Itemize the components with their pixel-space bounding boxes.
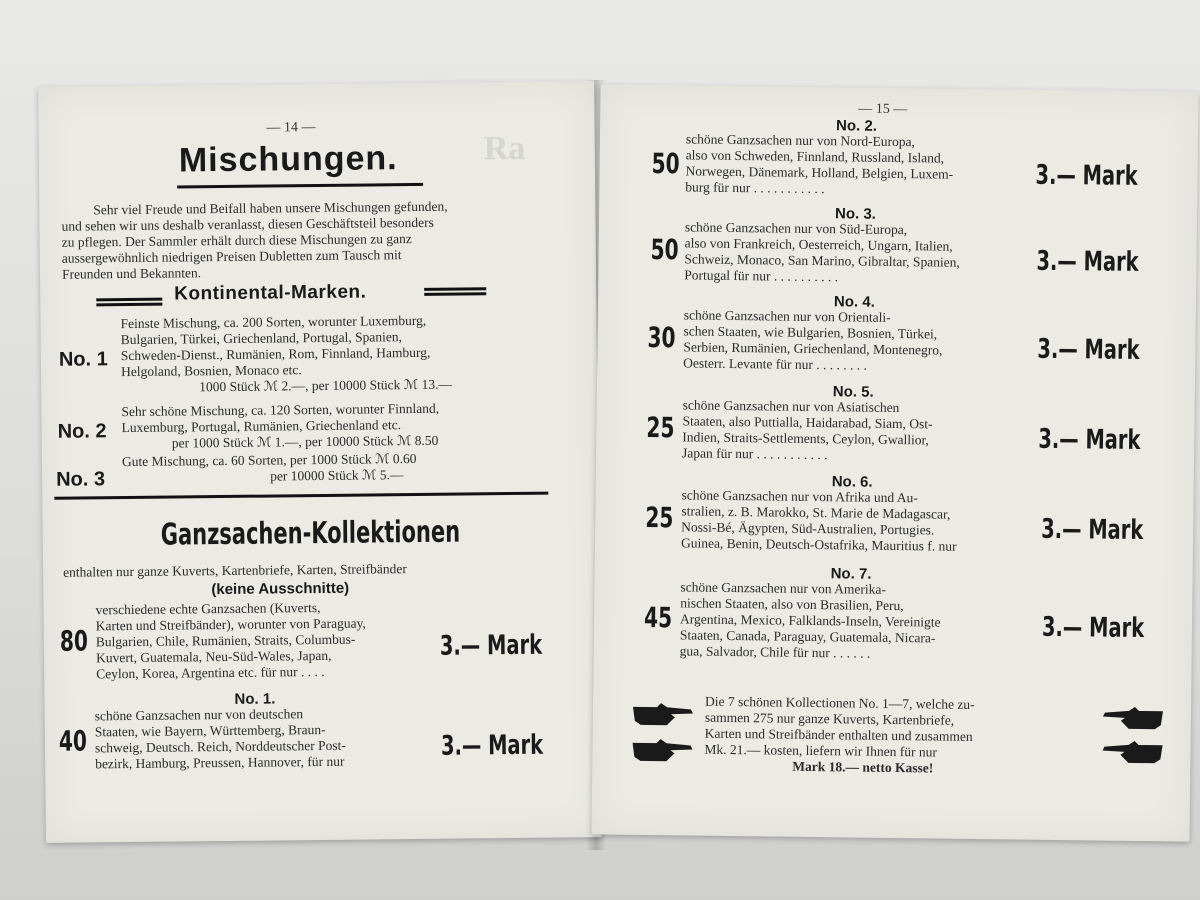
mix-line: Gute Mischung, ca. 60 Sorten, per 1000 Stück ℳ 0.60: [121, 450, 417, 470]
section-divider: [54, 492, 548, 500]
collection-line: Bulgarien, Chile, Rumänien, Straits, Columbus-: [95, 631, 356, 650]
collection-description: [684, 219, 1035, 287]
collection-no4: [598, 290, 1196, 373]
collection-price: 3.— Mark: [1036, 245, 1139, 278]
collection-line: Argentina, Mexico, Falklands-Inseln, Vereinigte: [679, 611, 941, 630]
mix-line: Bulgarien, Türkei, Griechenland, Portugal, Spanien,: [120, 329, 403, 348]
collection-description: [681, 487, 1038, 555]
collection-count: 25: [645, 500, 674, 535]
pointing-hand-icon: [1101, 705, 1165, 734]
ganzsachen-intro: enthalten nur ganze Kuverts, Kartenbriefe, Karten, Streifbänder: [63, 561, 407, 580]
right-page: [591, 84, 1198, 841]
collection-line: Indien, Straits-Settlements, Ceylon, Gwallior,: [682, 429, 929, 448]
collection-price: 3.— Mark: [440, 729, 544, 762]
mix-line: Schweden-Dienst., Rumänien, Rom, Finnland, Hamburg,: [120, 344, 431, 364]
mix-line: Helgoland, Bosnien, Monaco etc.: [120, 362, 302, 380]
pointing-hand-icon: [630, 737, 694, 766]
closing-line: Mark 18.— netto Kasse!: [792, 758, 934, 776]
collection-line: schöne Ganzsachen nur von Amerika-: [680, 579, 886, 597]
page-number: — 15 —: [858, 101, 908, 118]
mix-line: Luxemburg, Portugal, Rumänien, Griechenland etc.: [121, 417, 402, 436]
page-number: — 14 —: [266, 120, 316, 136]
intro-line: zu pflegen. Der Sammler erhält durch diese Mischungen zu ganz: [61, 231, 412, 250]
show-through-text: Ra: [483, 129, 526, 168]
collection-line: burg für nur . . . . . . . . . . .: [685, 179, 825, 197]
collection-price: 3.— Mark: [1041, 513, 1144, 547]
collection-price: 3.— Mark: [1041, 611, 1145, 645]
ornament-rule: [424, 287, 486, 296]
collection-line: Schweiz, Monaco, San Marino, Gibraltar, Spanien,: [684, 251, 960, 270]
collection-label: No. 1.: [234, 690, 276, 708]
collection-count: 45: [643, 600, 673, 635]
collection-line: schöne Ganzsachen nur von Süd-Europa,: [684, 219, 908, 238]
mix-label: No. 2: [57, 420, 107, 443]
ornament-rule: [96, 298, 162, 307]
collection-line: Portugal für nur . . . . . . . . . .: [684, 267, 839, 285]
collection-line: schöne Ganzsachen nur von Nord-Europa,: [685, 131, 916, 150]
closing-line: Karten und Streifbänder enthalten und zusammen: [704, 725, 973, 744]
section-title: Ganzsachen-Kollektionen: [160, 514, 461, 553]
closing-line: sammen 275 nur ganze Kuverts, Kartenbriefe,: [704, 709, 955, 728]
mix-label: No. 3: [56, 468, 106, 491]
mix-description: [121, 400, 551, 453]
keine-ausschnitte: (keine Ausschnitte): [211, 579, 350, 599]
collection-count: 30: [647, 320, 676, 355]
collection-price: 3.— Mark: [1037, 333, 1140, 366]
collection-count: 50: [651, 147, 680, 181]
collection-line: Oesterr. Levante für nur . . . . . . . .: [683, 355, 867, 373]
pointing-hand-icon: [631, 701, 695, 730]
closing-offer: [704, 694, 1095, 779]
collection-count: 50: [650, 232, 679, 267]
collection-line: Japan für nur . . . . . . . . . . .: [682, 445, 828, 463]
collection-line: Nossi-Bé, Ägypten, Süd-Australien, Portugies.: [681, 519, 935, 538]
collection-description: [685, 131, 1036, 199]
collection-description: [95, 705, 436, 773]
collection-line: also von Schweden, Finnland, Russland, Island,: [685, 147, 945, 166]
collection-count: 40: [58, 724, 88, 758]
collection-line: schöne Ganzsachen nur von Orientali-: [683, 307, 891, 325]
collection-line: Ceylon, Korea, Argentina etc. für nur . . . .: [96, 663, 325, 682]
mix-label: No. 1: [58, 348, 108, 371]
collection-line: gua, Salvador, Chile für nur . . . . . .: [679, 643, 871, 661]
pointing-hand-icon: [1100, 739, 1164, 768]
collection-line: Staaten, Canada, Paraguay, Guatemala, Nicara-: [679, 627, 936, 646]
collection-line: Karten und Streifbänder), worunter von Paraguay,: [95, 615, 366, 634]
collection-no3: [599, 202, 1197, 285]
collection-price: 3.— Mark: [439, 629, 543, 662]
collection-description: [682, 397, 1033, 465]
collection-line: schöne Ganzsachen nur von Asiatischen: [682, 397, 900, 416]
mix-price: per 1000 Stück ℳ 1.—, per 10000 Stück ℳ 8.50: [171, 432, 439, 451]
left-page: [38, 81, 602, 843]
mix-price: 1000 Stück ℳ 2.—, per 10000 Stück ℳ 13.—: [199, 376, 453, 395]
intro-line: und sehen wir uns deshalb veranlasst, diesen Geschäftsteil besonders: [61, 214, 434, 234]
intro-line: aussergewöhnlich niedrigen Preisen Dubletten zum Tausch mit: [61, 247, 402, 266]
closing-line: Mk. 21.— kosten, liefern wir Ihnen für nur: [704, 741, 938, 760]
collection-line: Kuvert, Guatemala, Neu-Süd-Wales, Japan,: [95, 647, 332, 666]
mix-line: Sehr schöne Mischung, ca. 120 Sorten, worunter Finnland,: [121, 400, 440, 420]
collection-no7: [595, 562, 1193, 661]
collection-line: schweig, Deutsch. Reich, Norddeutscher Post-: [94, 737, 346, 756]
closing-line: Die 7 schönen Kollectionen No. 1—7, welche zu-: [704, 693, 975, 712]
collection-label: No. 2.: [836, 117, 878, 135]
collection-no5: [597, 380, 1195, 463]
collection-description: [680, 579, 1037, 663]
mix-description: [122, 450, 552, 487]
collection-line: Guinea, Benin, Deutsch-Ostafrika, Mauritius f. nur: [680, 535, 957, 554]
collection-description: [683, 307, 1034, 375]
intro-line: Freunden und Bekannten.: [61, 265, 202, 282]
collection-label: No. 7.: [830, 565, 872, 583]
collection-line: schöne Ganzsachen nur von deutschen: [94, 706, 304, 724]
collection-no6: [596, 470, 1194, 554]
mix-line: Feinste Mischung, ca. 200 Sorten, worunter Luxemburg,: [120, 312, 427, 332]
collection-line: nischen Staaten, also von Brasilien, Peru,: [680, 595, 904, 614]
collection-line: also von Frankreich, Oesterreich, Ungarn, Italien,: [684, 235, 953, 254]
collection-line: schen Staaten, wie Bulgarien, Bosnien, Türkei,: [683, 323, 938, 342]
collection-line: Norwegen, Dänemark, Holland, Belgien, Luxem-: [685, 163, 954, 182]
collection-count: 25: [646, 410, 675, 445]
collection-line: bezirk, Hamburg, Preussen, Hannover, für nur: [95, 753, 345, 772]
collection-line: Staaten, also Puttialla, Haidarabad, Siam, Ost-: [682, 413, 933, 432]
collection-label: No. 4.: [833, 293, 875, 311]
title-underline: [177, 183, 423, 189]
collection-line: schöne Ganzsachen nur von Afrika und Au-: [681, 487, 918, 506]
collection-label: No. 5.: [832, 383, 874, 401]
collection-line: Staaten, wie Bayern, Württemberg, Braun-: [94, 721, 326, 740]
collection-line: verschiedene echte Ganzsachen (Kuverts,: [95, 600, 321, 618]
collection-description: [95, 599, 426, 682]
collection-price: 3.— Mark: [1035, 159, 1138, 192]
collection-count: 80: [59, 624, 89, 658]
collection-label: No. 3.: [834, 205, 876, 223]
intro-line: Sehr viel Freude und Beifall haben unsere Mischungen gefunden,: [93, 198, 448, 218]
collection-line: Serbien, Rumänien, Griechenland, Montenegro,: [683, 339, 943, 358]
collection-price: 3.— Mark: [1038, 423, 1141, 456]
collection-label: No. 6.: [831, 473, 873, 491]
page-title: Mischungen.: [178, 139, 398, 180]
mix-description: [120, 312, 551, 396]
collection-line: stralien, z. B. Marokko, St. Marie de Madagascar,: [681, 503, 951, 522]
intro-paragraph: [61, 197, 562, 282]
section-heading: Kontinental-Marken.: [174, 281, 367, 305]
mix-price: per 10000 Stück ℳ 5.—: [270, 467, 404, 484]
